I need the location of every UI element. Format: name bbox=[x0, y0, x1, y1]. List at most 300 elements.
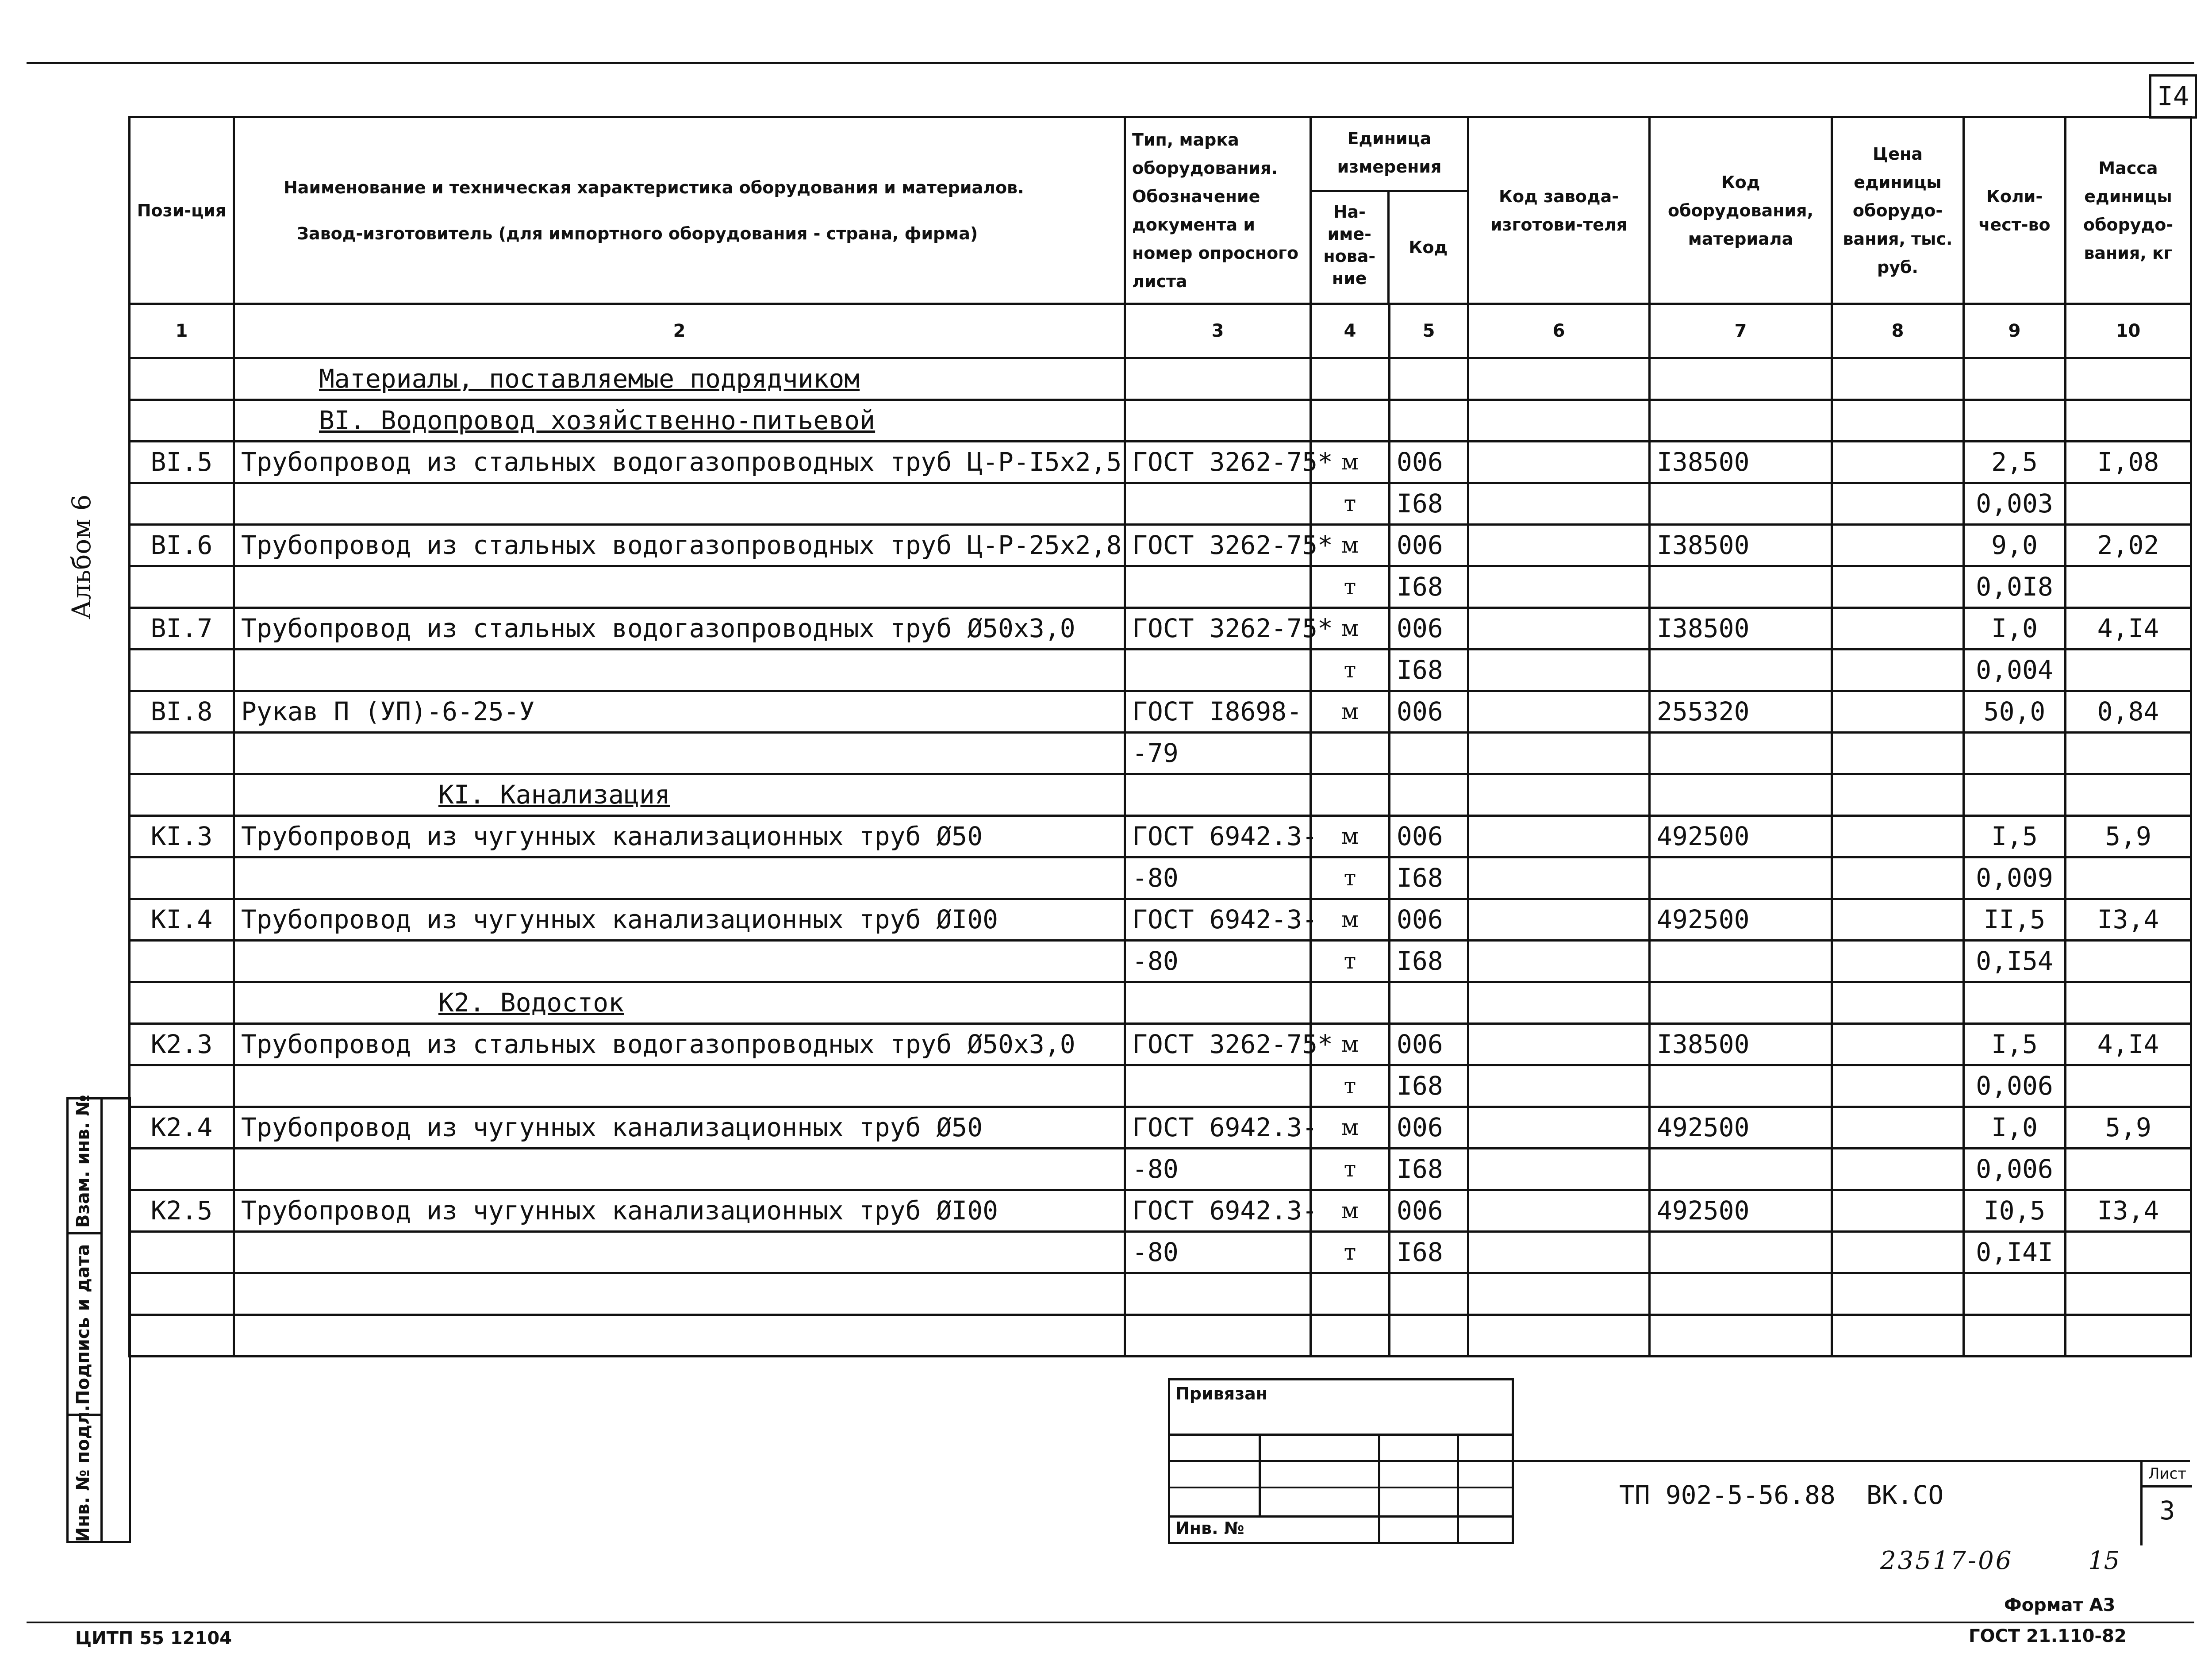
cell-unit-text: т bbox=[1344, 948, 1356, 974]
cell-unit-code bbox=[1390, 1024, 1468, 1065]
specification-table bbox=[128, 116, 2192, 1357]
cell-unit-code-text: I68 bbox=[1397, 655, 1443, 685]
cell-name bbox=[234, 774, 1125, 816]
cell-name bbox=[234, 816, 1125, 857]
designation: ТП 902-5-56.88 ВК.СО bbox=[1619, 1480, 1944, 1510]
bound-line-2 bbox=[1170, 1460, 1512, 1462]
cell-mass-text: 0,84 bbox=[2097, 696, 2159, 726]
cell-material-code bbox=[1650, 1149, 1832, 1190]
cell-plant-code bbox=[1468, 941, 1650, 982]
cell-position bbox=[130, 442, 234, 483]
cell-quantity bbox=[1964, 816, 2066, 857]
cell-unit bbox=[1311, 691, 1390, 733]
cell-price bbox=[1832, 691, 1964, 733]
table-row bbox=[130, 525, 2191, 566]
cell-mass bbox=[2066, 941, 2191, 982]
cell-unit-code bbox=[1390, 483, 1468, 525]
cell-mass bbox=[2066, 358, 2191, 400]
cell-unit-text: т bbox=[1344, 491, 1356, 516]
table-row bbox=[130, 442, 2191, 483]
cell-price bbox=[1832, 899, 1964, 941]
cell-position bbox=[130, 941, 234, 982]
cell-unit-code bbox=[1390, 1065, 1468, 1107]
bound-label: Привязан bbox=[1175, 1384, 1268, 1403]
cell-material-code bbox=[1650, 566, 1832, 608]
cell-unit bbox=[1311, 816, 1390, 857]
cell-name bbox=[234, 982, 1125, 1024]
cell-name-text: Трубопровод из стальных водогазопроводных труб Ц-Р-I5х2,5 bbox=[241, 447, 1122, 477]
cell-plant-code bbox=[1468, 650, 1650, 691]
cell-material-code bbox=[1650, 899, 1832, 941]
cell-quantity bbox=[1964, 358, 2066, 400]
cell-unit-code-text: 006 bbox=[1397, 1029, 1443, 1059]
cell-document-text: ГОСТ 3262-75* bbox=[1132, 613, 1333, 643]
cell-quantity bbox=[1964, 1190, 2066, 1232]
format-label: Формат А3 bbox=[2004, 1595, 2116, 1615]
cell-unit-code-text: 006 bbox=[1397, 1195, 1443, 1226]
cell-document bbox=[1125, 774, 1311, 816]
table-row bbox=[130, 941, 2191, 982]
inv-label: Инв. № bbox=[1175, 1518, 1244, 1538]
cell-unit bbox=[1311, 358, 1390, 400]
colnum-8: 8 bbox=[1832, 304, 1964, 358]
cell-quantity bbox=[1964, 1315, 2066, 1357]
cell-material-code-text: 492500 bbox=[1657, 821, 1750, 851]
cell-price bbox=[1832, 816, 1964, 857]
cell-name bbox=[234, 566, 1125, 608]
side-stamp-div-1 bbox=[69, 1232, 100, 1234]
cell-quantity bbox=[1964, 525, 2066, 566]
cell-quantity-text: 0,I54 bbox=[1976, 946, 2053, 976]
cell-quantity-text: 0,0I8 bbox=[1976, 572, 2053, 602]
cell-price bbox=[1832, 442, 1964, 483]
table-row bbox=[130, 774, 2191, 816]
album-label: Альбом 6 bbox=[66, 494, 96, 619]
handwritten-page: 15 bbox=[2088, 1546, 2120, 1575]
cell-material-code bbox=[1650, 1273, 1832, 1315]
cell-name bbox=[234, 899, 1125, 941]
side-stamp-label-1: Взам. инв. № bbox=[73, 1095, 93, 1228]
cell-material-code-text: I38500 bbox=[1657, 530, 1750, 560]
top-rule bbox=[27, 62, 2194, 64]
sheet-number-box bbox=[2149, 74, 2197, 119]
cell-position bbox=[130, 1315, 234, 1357]
cell-position-text: BI.8 bbox=[150, 696, 213, 726]
cell-name-text: K2. Водосток bbox=[438, 988, 624, 1018]
cell-unit-code bbox=[1390, 774, 1468, 816]
cell-unit-code-text: I68 bbox=[1397, 1071, 1443, 1101]
cell-quantity-text: 0,003 bbox=[1976, 488, 2053, 519]
cell-mass bbox=[2066, 650, 2191, 691]
cell-plant-code bbox=[1468, 899, 1650, 941]
handwritten-note: 23517-06 bbox=[1880, 1546, 2013, 1575]
cell-unit bbox=[1311, 1190, 1390, 1232]
cell-unit-code-text: I68 bbox=[1397, 488, 1443, 519]
cell-document-text: -80 bbox=[1132, 946, 1179, 976]
cell-position-text: BI.6 bbox=[150, 530, 213, 560]
header-name bbox=[234, 117, 1125, 304]
cell-unit bbox=[1311, 1065, 1390, 1107]
cell-name bbox=[234, 941, 1125, 982]
cell-name bbox=[234, 1273, 1125, 1315]
sheet-cell bbox=[2140, 1462, 2192, 1545]
cell-material-code bbox=[1650, 358, 1832, 400]
cell-position-text: KI.3 bbox=[150, 821, 213, 851]
cell-quantity bbox=[1964, 442, 2066, 483]
cell-mass bbox=[2066, 1107, 2191, 1149]
cell-material-code bbox=[1650, 774, 1832, 816]
bound-line-4 bbox=[1170, 1515, 1512, 1518]
column-number-row bbox=[130, 304, 2191, 358]
cell-quantity bbox=[1964, 733, 2066, 774]
cell-quantity bbox=[1964, 1024, 2066, 1065]
cell-position bbox=[130, 1149, 234, 1190]
cell-name-text: Рукав П (УП)-6-25-У bbox=[241, 696, 535, 726]
cell-unit-code-text: I68 bbox=[1397, 863, 1443, 893]
cell-plant-code bbox=[1468, 442, 1650, 483]
cell-name-text: KI. Канализация bbox=[438, 780, 670, 810]
cell-unit-code bbox=[1390, 358, 1468, 400]
cell-plant-code bbox=[1468, 857, 1650, 899]
cell-document-text: ГОСТ 3262-75* bbox=[1132, 1029, 1333, 1059]
bound-line-3 bbox=[1170, 1487, 1512, 1488]
cell-material-code bbox=[1650, 691, 1832, 733]
cell-name-text: Трубопровод из стальных водогазопроводных труб Ø50х3,0 bbox=[241, 1029, 1075, 1059]
cell-position bbox=[130, 899, 234, 941]
cell-material-code bbox=[1650, 857, 1832, 899]
header-position: Пози-ция bbox=[130, 117, 234, 304]
cell-price bbox=[1832, 400, 1964, 442]
cell-material-code bbox=[1650, 982, 1832, 1024]
cell-position bbox=[130, 650, 234, 691]
cell-unit-text: м bbox=[1341, 699, 1359, 724]
cell-unit-text: м bbox=[1341, 615, 1359, 641]
cell-position bbox=[130, 774, 234, 816]
cell-unit-text: м bbox=[1341, 449, 1359, 475]
gost-label: ГОСТ 21.110-82 bbox=[1969, 1626, 2127, 1646]
table-row bbox=[130, 1065, 2191, 1107]
cell-material-code-text: I38500 bbox=[1657, 447, 1750, 477]
cell-price bbox=[1832, 941, 1964, 982]
table-row bbox=[130, 608, 2191, 650]
cell-plant-code bbox=[1468, 400, 1650, 442]
cell-plant-code bbox=[1468, 816, 1650, 857]
cell-document bbox=[1125, 1149, 1311, 1190]
cell-document bbox=[1125, 1232, 1311, 1273]
cell-unit-code bbox=[1390, 1315, 1468, 1357]
cell-position bbox=[130, 525, 234, 566]
cell-quantity bbox=[1964, 566, 2066, 608]
cell-unit-code bbox=[1390, 982, 1468, 1024]
cell-unit bbox=[1311, 899, 1390, 941]
table-body bbox=[130, 358, 2191, 1357]
cell-unit-text: т bbox=[1344, 574, 1356, 600]
table-row bbox=[130, 483, 2191, 525]
cell-document-text: -80 bbox=[1132, 1154, 1179, 1184]
cell-unit-code bbox=[1390, 1190, 1468, 1232]
cell-plant-code bbox=[1468, 525, 1650, 566]
cell-mass-text: 5,9 bbox=[2105, 821, 2151, 851]
cell-quantity bbox=[1964, 1149, 2066, 1190]
cell-price bbox=[1832, 1315, 1964, 1357]
header-plant-code: Код завода-изготови-теля bbox=[1468, 117, 1650, 304]
cell-mass bbox=[2066, 857, 2191, 899]
side-stamp-label-3: Инв. № подл. bbox=[73, 1405, 93, 1542]
cell-position bbox=[130, 400, 234, 442]
cell-position bbox=[130, 608, 234, 650]
cell-mass-text: 4,I4 bbox=[2097, 1029, 2159, 1059]
cell-quantity-text: I,0 bbox=[1991, 1112, 2038, 1142]
cell-unit-code bbox=[1390, 442, 1468, 483]
cell-document bbox=[1125, 1065, 1311, 1107]
cell-document bbox=[1125, 1273, 1311, 1315]
cell-document-text: ГОСТ 6942.3- bbox=[1132, 821, 1318, 851]
cell-document-text: ГОСТ 6942-3- bbox=[1132, 904, 1318, 934]
cell-price bbox=[1832, 650, 1964, 691]
cell-document bbox=[1125, 733, 1311, 774]
cell-position-text: K2.4 bbox=[150, 1112, 213, 1142]
cell-unit-text: т bbox=[1344, 1156, 1356, 1182]
table-row bbox=[130, 400, 2191, 442]
cell-document-text: -80 bbox=[1132, 863, 1179, 893]
cell-name-text: Трубопровод из стальных водогазопроводных труб Ø50х3,0 bbox=[241, 613, 1075, 643]
bottom-left-code: ЦИТП 55 12104 bbox=[75, 1628, 232, 1649]
cell-quantity bbox=[1964, 774, 2066, 816]
cell-price bbox=[1832, 1107, 1964, 1149]
cell-document bbox=[1125, 941, 1311, 982]
cell-document bbox=[1125, 650, 1311, 691]
cell-name bbox=[234, 483, 1125, 525]
cell-unit-code-text: I68 bbox=[1397, 946, 1443, 976]
cell-document bbox=[1125, 816, 1318, 857]
cell-document-text: ГОСТ 3262-75* bbox=[1132, 530, 1333, 560]
cell-mass bbox=[2066, 691, 2191, 733]
cell-document bbox=[1125, 1024, 1333, 1065]
cell-name-text: BI. Водопровод хозяйственно-питьевой bbox=[319, 405, 876, 435]
cell-unit-text: т bbox=[1344, 865, 1356, 891]
sheet-value: 3 bbox=[2159, 1495, 2175, 1526]
cell-name bbox=[234, 650, 1125, 691]
table-row bbox=[130, 816, 2191, 857]
cell-name bbox=[234, 525, 1125, 566]
cell-name-text: Материалы, поставляемые подрядчиком bbox=[319, 364, 860, 394]
table-row bbox=[130, 1232, 2191, 1273]
colnum-7: 7 bbox=[1650, 304, 1832, 358]
cell-unit-code-text: 006 bbox=[1397, 1112, 1443, 1142]
side-stamp bbox=[66, 1097, 131, 1543]
cell-position bbox=[130, 1232, 234, 1273]
cell-plant-code bbox=[1468, 566, 1650, 608]
cell-name bbox=[234, 1190, 1125, 1232]
cell-mass bbox=[2066, 899, 2191, 941]
cell-position bbox=[130, 1024, 234, 1065]
cell-unit-code-text: 006 bbox=[1397, 821, 1443, 851]
cell-mass bbox=[2066, 400, 2191, 442]
cell-name bbox=[234, 400, 1125, 442]
table-row bbox=[130, 1149, 2191, 1190]
cell-document bbox=[1125, 525, 1333, 566]
cell-plant-code bbox=[1468, 608, 1650, 650]
cell-mass bbox=[2066, 1190, 2191, 1232]
header-mass: Масса единицы оборудо-вания, кг bbox=[2066, 117, 2191, 304]
cell-material-code bbox=[1650, 525, 1832, 566]
cell-name-text: Трубопровод из стальных водогазопроводных труб Ц-Р-25х2,8 bbox=[241, 530, 1122, 560]
cell-unit-text: м bbox=[1341, 1115, 1359, 1140]
cell-material-code-text: 255320 bbox=[1657, 696, 1750, 726]
cell-price bbox=[1832, 1149, 1964, 1190]
bound-line-1 bbox=[1170, 1434, 1512, 1436]
cell-unit bbox=[1311, 1273, 1390, 1315]
cell-unit bbox=[1311, 1315, 1390, 1357]
cell-position-text: K2.3 bbox=[150, 1029, 213, 1059]
cell-mass-text: I3,4 bbox=[2097, 904, 2159, 934]
colnum-6: 6 bbox=[1468, 304, 1650, 358]
cell-quantity-text: II,5 bbox=[1983, 904, 2046, 934]
cell-document bbox=[1125, 857, 1311, 899]
table-row bbox=[130, 358, 2191, 400]
cell-quantity-text: 2,5 bbox=[1991, 447, 2038, 477]
cell-name-text: Трубопровод из чугунных канализационных труб ØI00 bbox=[241, 1195, 998, 1226]
cell-mass-text: I3,4 bbox=[2097, 1195, 2159, 1226]
cell-document bbox=[1125, 1107, 1318, 1149]
cell-material-code bbox=[1650, 1107, 1832, 1149]
cell-unit bbox=[1311, 1107, 1390, 1149]
cell-price bbox=[1832, 774, 1964, 816]
cell-document bbox=[1125, 1190, 1318, 1232]
cell-quantity-text: I,5 bbox=[1991, 821, 2038, 851]
table-row bbox=[130, 857, 2191, 899]
cell-mass bbox=[2066, 608, 2191, 650]
cell-document bbox=[1125, 608, 1333, 650]
cell-document bbox=[1125, 442, 1333, 483]
cell-unit bbox=[1311, 483, 1390, 525]
cell-plant-code bbox=[1468, 733, 1650, 774]
cell-mass-text: 4,I4 bbox=[2097, 613, 2159, 643]
cell-unit-code bbox=[1390, 1107, 1468, 1149]
cell-price bbox=[1832, 608, 1964, 650]
cell-unit-code bbox=[1390, 816, 1468, 857]
cell-quantity bbox=[1964, 650, 2066, 691]
cell-position bbox=[130, 483, 234, 525]
bound-stamp bbox=[1168, 1378, 1514, 1544]
cell-unit-code-text: I68 bbox=[1397, 1154, 1443, 1184]
table-row bbox=[130, 650, 2191, 691]
header-unit-sub bbox=[1312, 192, 1467, 303]
sheet-label: Лист bbox=[2143, 1462, 2192, 1488]
cell-position bbox=[130, 982, 234, 1024]
cell-material-code bbox=[1650, 816, 1832, 857]
cell-unit bbox=[1311, 774, 1390, 816]
cell-mass bbox=[2066, 982, 2191, 1024]
cell-quantity-text: 0,I4I bbox=[1976, 1237, 2053, 1267]
cell-mass bbox=[2066, 525, 2191, 566]
cell-document-text: ГОСТ 6942.3- bbox=[1132, 1112, 1318, 1142]
bound-vline-1 bbox=[1259, 1434, 1261, 1515]
cell-name bbox=[234, 1149, 1125, 1190]
header-row bbox=[130, 117, 2191, 304]
header-doc: Тип, марка оборудования. Обозначение документа и номер опросного листа bbox=[1125, 117, 1311, 304]
header-unit-name: На-име-нова-ние bbox=[1312, 192, 1390, 303]
cell-quantity bbox=[1964, 483, 2066, 525]
cell-document-text: -79 bbox=[1132, 738, 1179, 768]
cell-quantity-text: 0,006 bbox=[1976, 1071, 2053, 1101]
cell-mass bbox=[2066, 733, 2191, 774]
cell-material-code-text: 492500 bbox=[1657, 1112, 1750, 1142]
cell-name bbox=[234, 691, 1125, 733]
cell-price bbox=[1832, 982, 1964, 1024]
cell-unit-text: м bbox=[1341, 532, 1359, 558]
colnum-9: 9 bbox=[1964, 304, 2066, 358]
cell-material-code-text: I38500 bbox=[1657, 1029, 1750, 1059]
designation-box bbox=[1513, 1460, 2190, 1546]
cell-name bbox=[234, 1107, 1125, 1149]
cell-price bbox=[1832, 1190, 1964, 1232]
cell-unit-code bbox=[1390, 1149, 1468, 1190]
header-unit-code: Код bbox=[1409, 238, 1448, 257]
cell-document-text: ГОСТ 3262-75* bbox=[1132, 447, 1333, 477]
cell-quantity-text: I0,5 bbox=[1983, 1195, 2046, 1226]
cell-position bbox=[130, 733, 234, 774]
cell-quantity-text: 9,0 bbox=[1991, 530, 2038, 560]
cell-unit-code bbox=[1390, 899, 1468, 941]
cell-position bbox=[130, 816, 234, 857]
cell-unit-code bbox=[1390, 1232, 1468, 1273]
cell-plant-code bbox=[1468, 1024, 1650, 1065]
cell-unit-code-text: I68 bbox=[1397, 1237, 1443, 1267]
colnum-10: 10 bbox=[2066, 304, 2191, 358]
cell-unit-text: т bbox=[1344, 1073, 1356, 1099]
colnum-4: 4 bbox=[1311, 304, 1390, 358]
cell-mass bbox=[2066, 1065, 2191, 1107]
side-stamp-label-2: Подпись и дата bbox=[73, 1244, 93, 1405]
cell-name bbox=[234, 857, 1125, 899]
bound-vline-2 bbox=[1378, 1434, 1380, 1544]
cell-price bbox=[1832, 566, 1964, 608]
cell-unit bbox=[1311, 566, 1390, 608]
cell-document bbox=[1125, 566, 1311, 608]
cell-material-code bbox=[1650, 400, 1832, 442]
cell-unit-code-text: 006 bbox=[1397, 447, 1443, 477]
cell-quantity bbox=[1964, 857, 2066, 899]
cell-position bbox=[130, 1190, 234, 1232]
cell-name bbox=[234, 733, 1125, 774]
table-row bbox=[130, 1273, 2191, 1315]
cell-price bbox=[1832, 1273, 1964, 1315]
cell-quantity bbox=[1964, 1232, 2066, 1273]
cell-unit-text: м bbox=[1341, 907, 1359, 932]
side-stamp-col-divider bbox=[100, 1099, 103, 1542]
cell-unit-code bbox=[1390, 941, 1468, 982]
cell-name bbox=[234, 442, 1125, 483]
cell-unit-text: т bbox=[1344, 1239, 1356, 1265]
cell-quantity-text: 0,004 bbox=[1976, 655, 2053, 685]
cell-position-text: BI.7 bbox=[150, 613, 213, 643]
cell-mass bbox=[2066, 1024, 2191, 1065]
cell-quantity-text: 50,0 bbox=[1983, 696, 2046, 726]
cell-unit-text: м bbox=[1341, 823, 1359, 849]
cell-quantity bbox=[1964, 1273, 2066, 1315]
cell-material-code bbox=[1650, 1232, 1832, 1273]
cell-plant-code bbox=[1468, 1315, 1650, 1357]
header-unit-group bbox=[1311, 117, 1468, 304]
cell-material-code bbox=[1650, 733, 1832, 774]
cell-price bbox=[1832, 483, 1964, 525]
cell-mass bbox=[2066, 566, 2191, 608]
header-price: Цена единицы оборудо-вания, тыс. руб. bbox=[1832, 117, 1964, 304]
cell-material-code bbox=[1650, 650, 1832, 691]
header-name-line1: Наименование и техническая характеристика оборудования и материалов. bbox=[284, 177, 1024, 197]
cell-unit-code bbox=[1390, 650, 1468, 691]
